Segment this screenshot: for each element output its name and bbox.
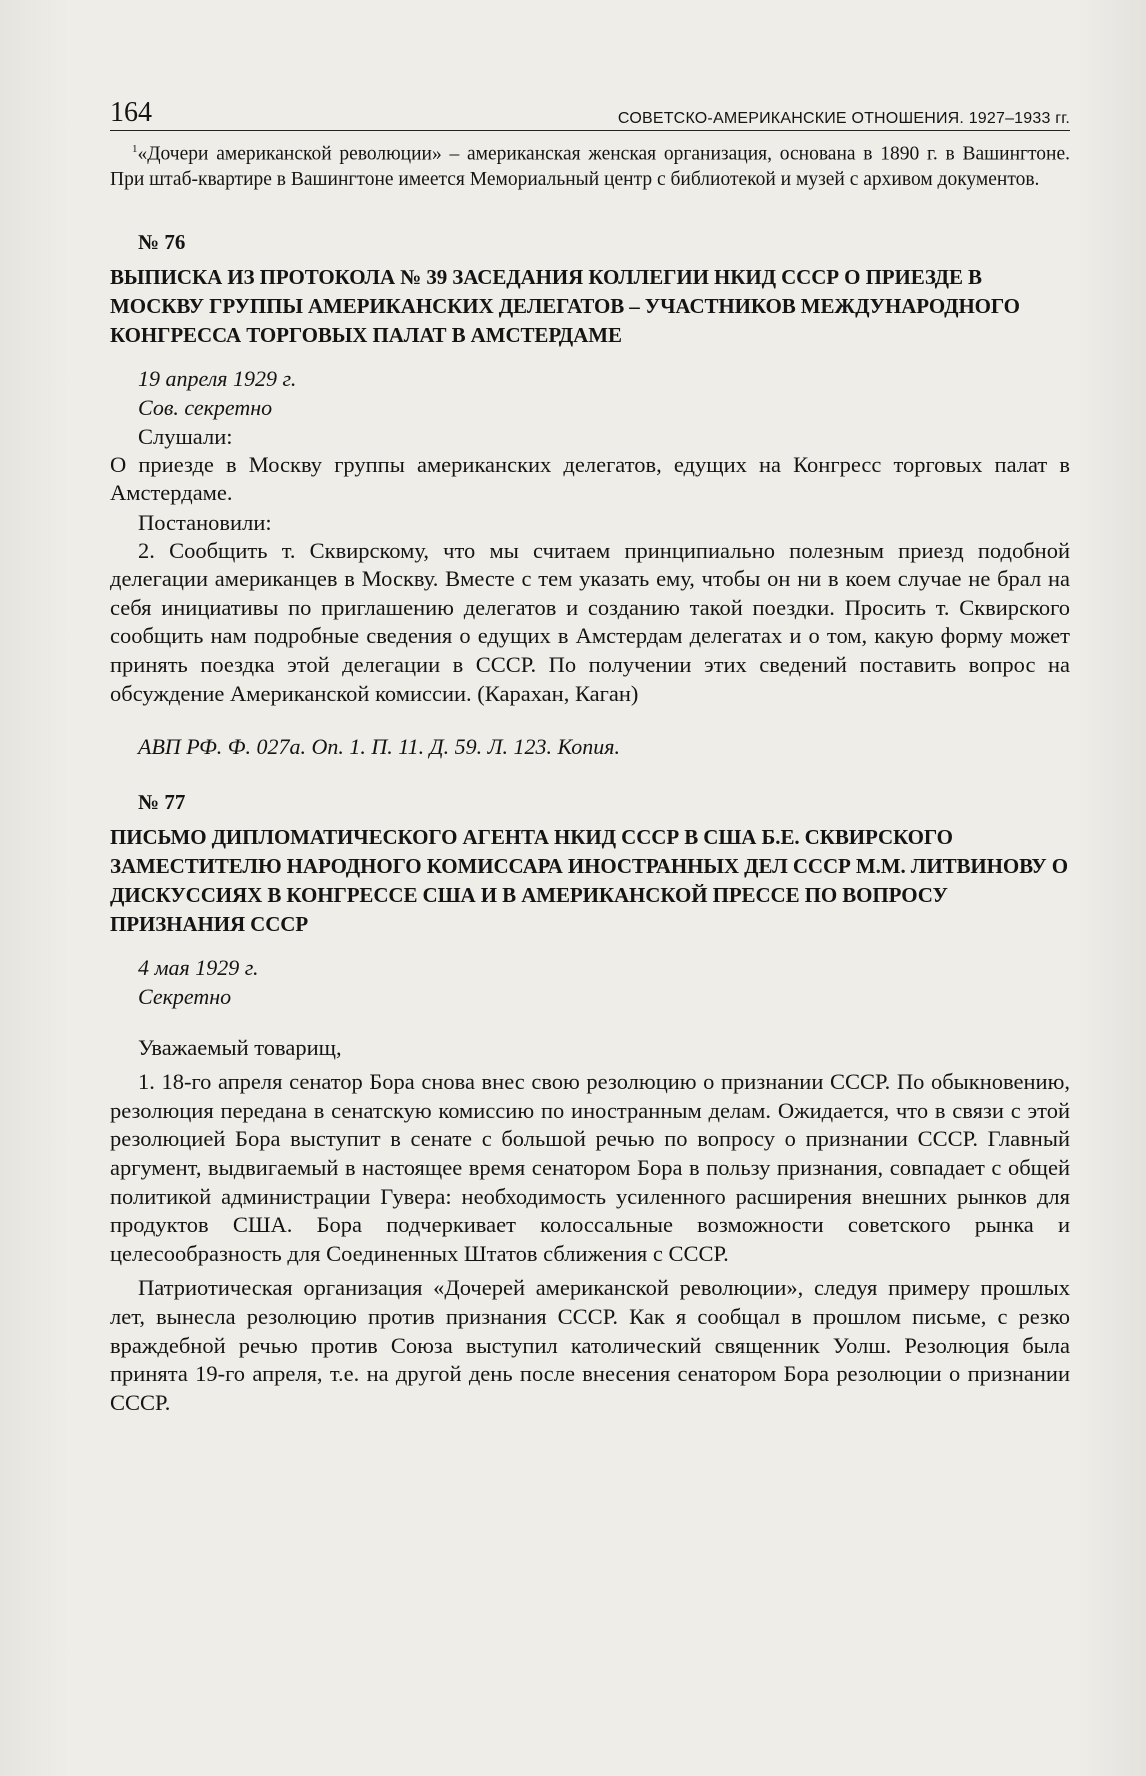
footnote-marker: 1 (132, 143, 138, 155)
heard-label: Слушали: (138, 423, 233, 449)
resolved-label: Постановили: (138, 509, 272, 535)
page-content (110, 96, 1070, 1417)
resolved-text: 2. Сообщить т. Сквирскому, что мы считаем принципиально полезным приезд подобной делегации американцев в Москву. Вместе с тем указать ему, чтобы он ни в коем случае не брал на себя инициативы по приглашению делегатов и созданию такой поездки. Просить т. Сквирского сообщить нам подробные сведения о едущих в Амстердам делегатах и о том, какую форму может принять поездка этой делегации в СССР. По получении этих сведений поставить вопрос на обсуждение Американской комиссии. (Карахан, Каган) (110, 537, 1070, 706)
archive-source: АВП РФ. Ф. 027а. Оп. 1. П. 11. Д. 59. Л. 123. Копия. (138, 734, 621, 760)
document-title: ВЫПИСКА ИЗ ПРОТОКОЛА № 39 ЗАСЕДАНИЯ КОЛЛЕГИИ НКИД СССР О ПРИЕЗДЕ В МОСКВУ ГРУППЫ АМЕРИКАНСКИХ ДЕЛЕГАТОВ – УЧАСТНИКОВ МЕЖДУНАРОДНОГО КОНГРЕССА ТОРГОВЫХ ПАЛАТ В АМСТЕРДАМЕ (110, 264, 1020, 347)
document-date: 19 апреля 1929 г. (138, 365, 297, 391)
footnote (110, 137, 1070, 192)
document-title: ПИСЬМО ДИПЛОМАТИЧЕСКОГО АГЕНТА НКИД СССР В США Б.Е. СКВИРСКОГО ЗАМЕСТИТЕЛЮ НАРОДНОГО КОМИССАРА ИНОСТРАННЫХ ДЕЛ СССР М.М. ЛИТВИНОВУ О ДИСКУССИЯХ В КОНГРЕССЕ США И В АМЕРИКАНСКОЙ ПРЕССЕ ПО ВОПРОСУ ПРИЗНАНИЯ СССР (110, 825, 1068, 937)
letter-paragraph: Патриотическая организация «Дочерей американской революции», следуя примеру прошлых лет, вынесла резолюцию против признания СССР. Как я сообщал в прошлом письме, с резко враждебной речью против Союза выступил католический священник Уолш. Резолюция была принята 19-го апреля, т.е. на другой день после внесения сенатором Бора резолюции о признании СССР. (110, 1275, 1070, 1415)
heard-text: О приезде в Москву группы американских делегатов, едущих на Конгресс торговых палат в Амстердаме. (110, 451, 1070, 506)
document-date: 4 мая 1929 г. (138, 955, 259, 981)
running-head: СОВЕТСКО-АМЕРИКАНСКИЕ ОТНОШЕНИЯ. 1927–1933 гг. (617, 110, 1070, 127)
document-number: № 76 (138, 229, 186, 254)
document-classification: Сов. секретно (138, 394, 273, 420)
page-header (110, 96, 1070, 131)
footnote-text: «Дочери американской революции» – американская женская организация, основана в 1890 г. в Вашингтоне. При штаб-квартире в Вашингтоне имеется Мемориальный центр с библиотекой и музей с архивом документов. (110, 143, 1070, 190)
document-classification: Секретно (138, 984, 232, 1010)
letter-paragraph: 1. 18-го апреля сенатор Бора снова внес свою резолюцию о признании СССР. По обыкновению, резолюция передана в сенатскую комиссию по иностранным делам. Ожидается, что в связи с этой резолюцией Бора выступит в сенате с большой речью по вопросу о признании СССР. Главный аргумент, выдвигаемый в настоящее время сенатором Бора в пользу признания, совпадает с общей политикой администрации Гувера: необходимость усиленного расширения внешних рынков для продуктов США. Бора подчеркивает колоссальные возможности советского рынка и целесообразность для Соединенных Штатов сближения с СССР. (110, 1069, 1070, 1266)
letter-greeting: Уважаемый товарищ, (138, 1035, 342, 1061)
document-number: № 77 (138, 790, 186, 815)
page-number: 164 (110, 97, 152, 128)
